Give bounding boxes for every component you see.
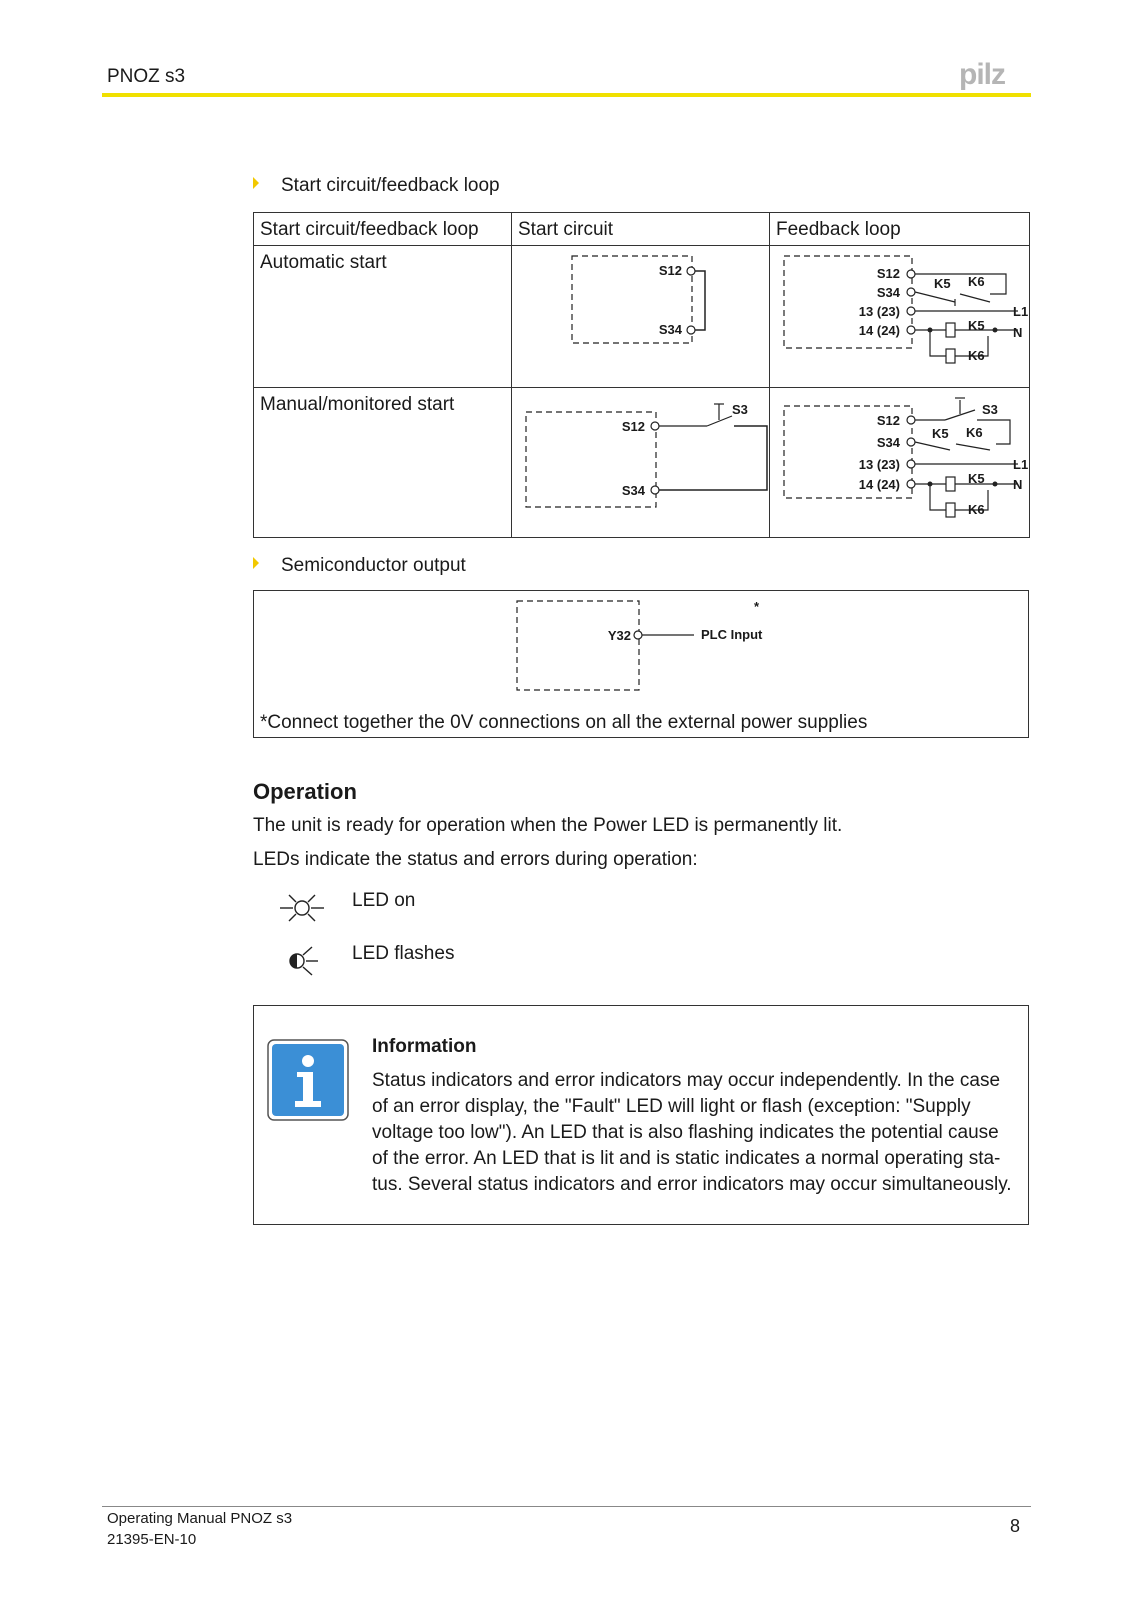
table-header-cell: Feedback loop [770,213,1030,246]
switch-label: S3 [982,402,998,417]
terminal-label: S12 [876,266,900,281]
bullet-label: Semiconductor output [281,555,466,576]
supply-label: L1 [1013,304,1029,319]
contact-label: K6 [968,274,985,289]
auto-start-circuit-cell [512,246,770,388]
page-number: 8 [1010,1516,1021,1536]
relay-label: K6 [968,502,985,517]
manual-start-circuit-cell [512,388,770,538]
supply-label: N [1013,325,1023,340]
header-rule [102,93,1031,97]
led-on-icon [278,889,328,929]
terminal-label: S12 [658,263,682,278]
auto-start-circuit-diagram [512,246,770,387]
legend-label: LED on [352,890,416,911]
info-body [372,1068,1012,1198]
information-box [253,1005,1029,1225]
bullet-label: Start circuit/feedback loop [281,175,500,196]
switch-label: S3 [732,402,748,417]
terminal-label: S12 [621,419,645,434]
terminal-label: 14 (24) [858,323,900,338]
info-line: of an error display, the "Fault" LED will light or flash (exception: "Supply [372,1096,971,1117]
legend-label: LED flashes [352,943,455,964]
terminal-label: 13 (23) [858,304,900,319]
section-heading: Operation [253,779,357,804]
pilz-logo: pilz [959,58,1005,91]
relay-label: K6 [968,348,985,363]
terminal-label: S34 [658,322,682,337]
info-heading: Information [372,1036,477,1057]
led-flashes-icon [278,942,328,982]
terminal-label: S34 [876,285,900,300]
paragraph: LEDs indicate the status and errors during operation: [253,849,698,870]
contact-label: K5 [934,276,951,291]
terminal-label: 13 (23) [858,457,900,472]
terminal-label: S12 [876,413,900,428]
asterisk-label: * [754,599,760,614]
terminal-label: S34 [876,435,900,450]
row-label-cell: Manual/monitored start [254,388,512,538]
table-row [254,388,1030,538]
contact-label: K5 [932,426,949,441]
footer-doc-number: 21395-EN-10 [107,1531,197,1548]
paragraph: The unit is ready for operation when the Power LED is permanently lit. [253,815,843,836]
bullet-arrow-icon [253,177,259,189]
manual-feedback-loop-diagram [770,388,1030,537]
semiconductor-output-box [253,590,1029,738]
auto-feedback-loop-cell [770,246,1030,388]
footer-rule [102,1506,1031,1507]
table-header-cell: Start circuit [512,213,770,246]
plc-input-label: PLC Input [701,627,763,642]
terminal-label: S34 [621,483,645,498]
table-header-cell: Start circuit/feedback loop [254,213,512,246]
start-circuit-table [253,212,1030,538]
table-header-row [254,213,1030,246]
bullet-arrow-icon [253,557,259,569]
relay-label: K5 [968,471,985,486]
terminal-label: 14 (24) [858,477,900,492]
footnote-text: *Connect together the 0V connections on all the external power supplies [260,712,868,733]
info-line: tus. Several status indicators and error indicators may occur simultaneously. [372,1174,1012,1195]
manual-feedback-loop-cell [770,388,1030,538]
terminal-label: Y32 [607,628,631,643]
auto-feedback-loop-diagram [770,246,1030,387]
info-line: voltage too low"). An LED that is also flashing indicates the potential cause [372,1122,999,1143]
bullet-start-circuit [253,175,500,197]
footer-manual-title: Operating Manual PNOZ s3 [107,1510,293,1527]
supply-label: N [1013,477,1023,492]
bullet-semiconductor-output [253,555,466,577]
relay-label: K5 [968,318,985,333]
row-label-cell: Automatic start [254,246,512,388]
manual-start-circuit-diagram [512,388,770,537]
document-title: PNOZ s3 [107,66,186,87]
info-icon [267,1039,349,1121]
supply-label: L1 [1013,457,1029,472]
info-line: of the error. An LED that is lit and is static indicates a normal operating sta- [372,1148,1001,1169]
contact-label: K6 [966,425,983,440]
semiconductor-output-diagram [254,591,1028,701]
info-line: Status indicators and error indicators may occur independently. In the case [372,1070,1001,1091]
table-row [254,246,1030,388]
